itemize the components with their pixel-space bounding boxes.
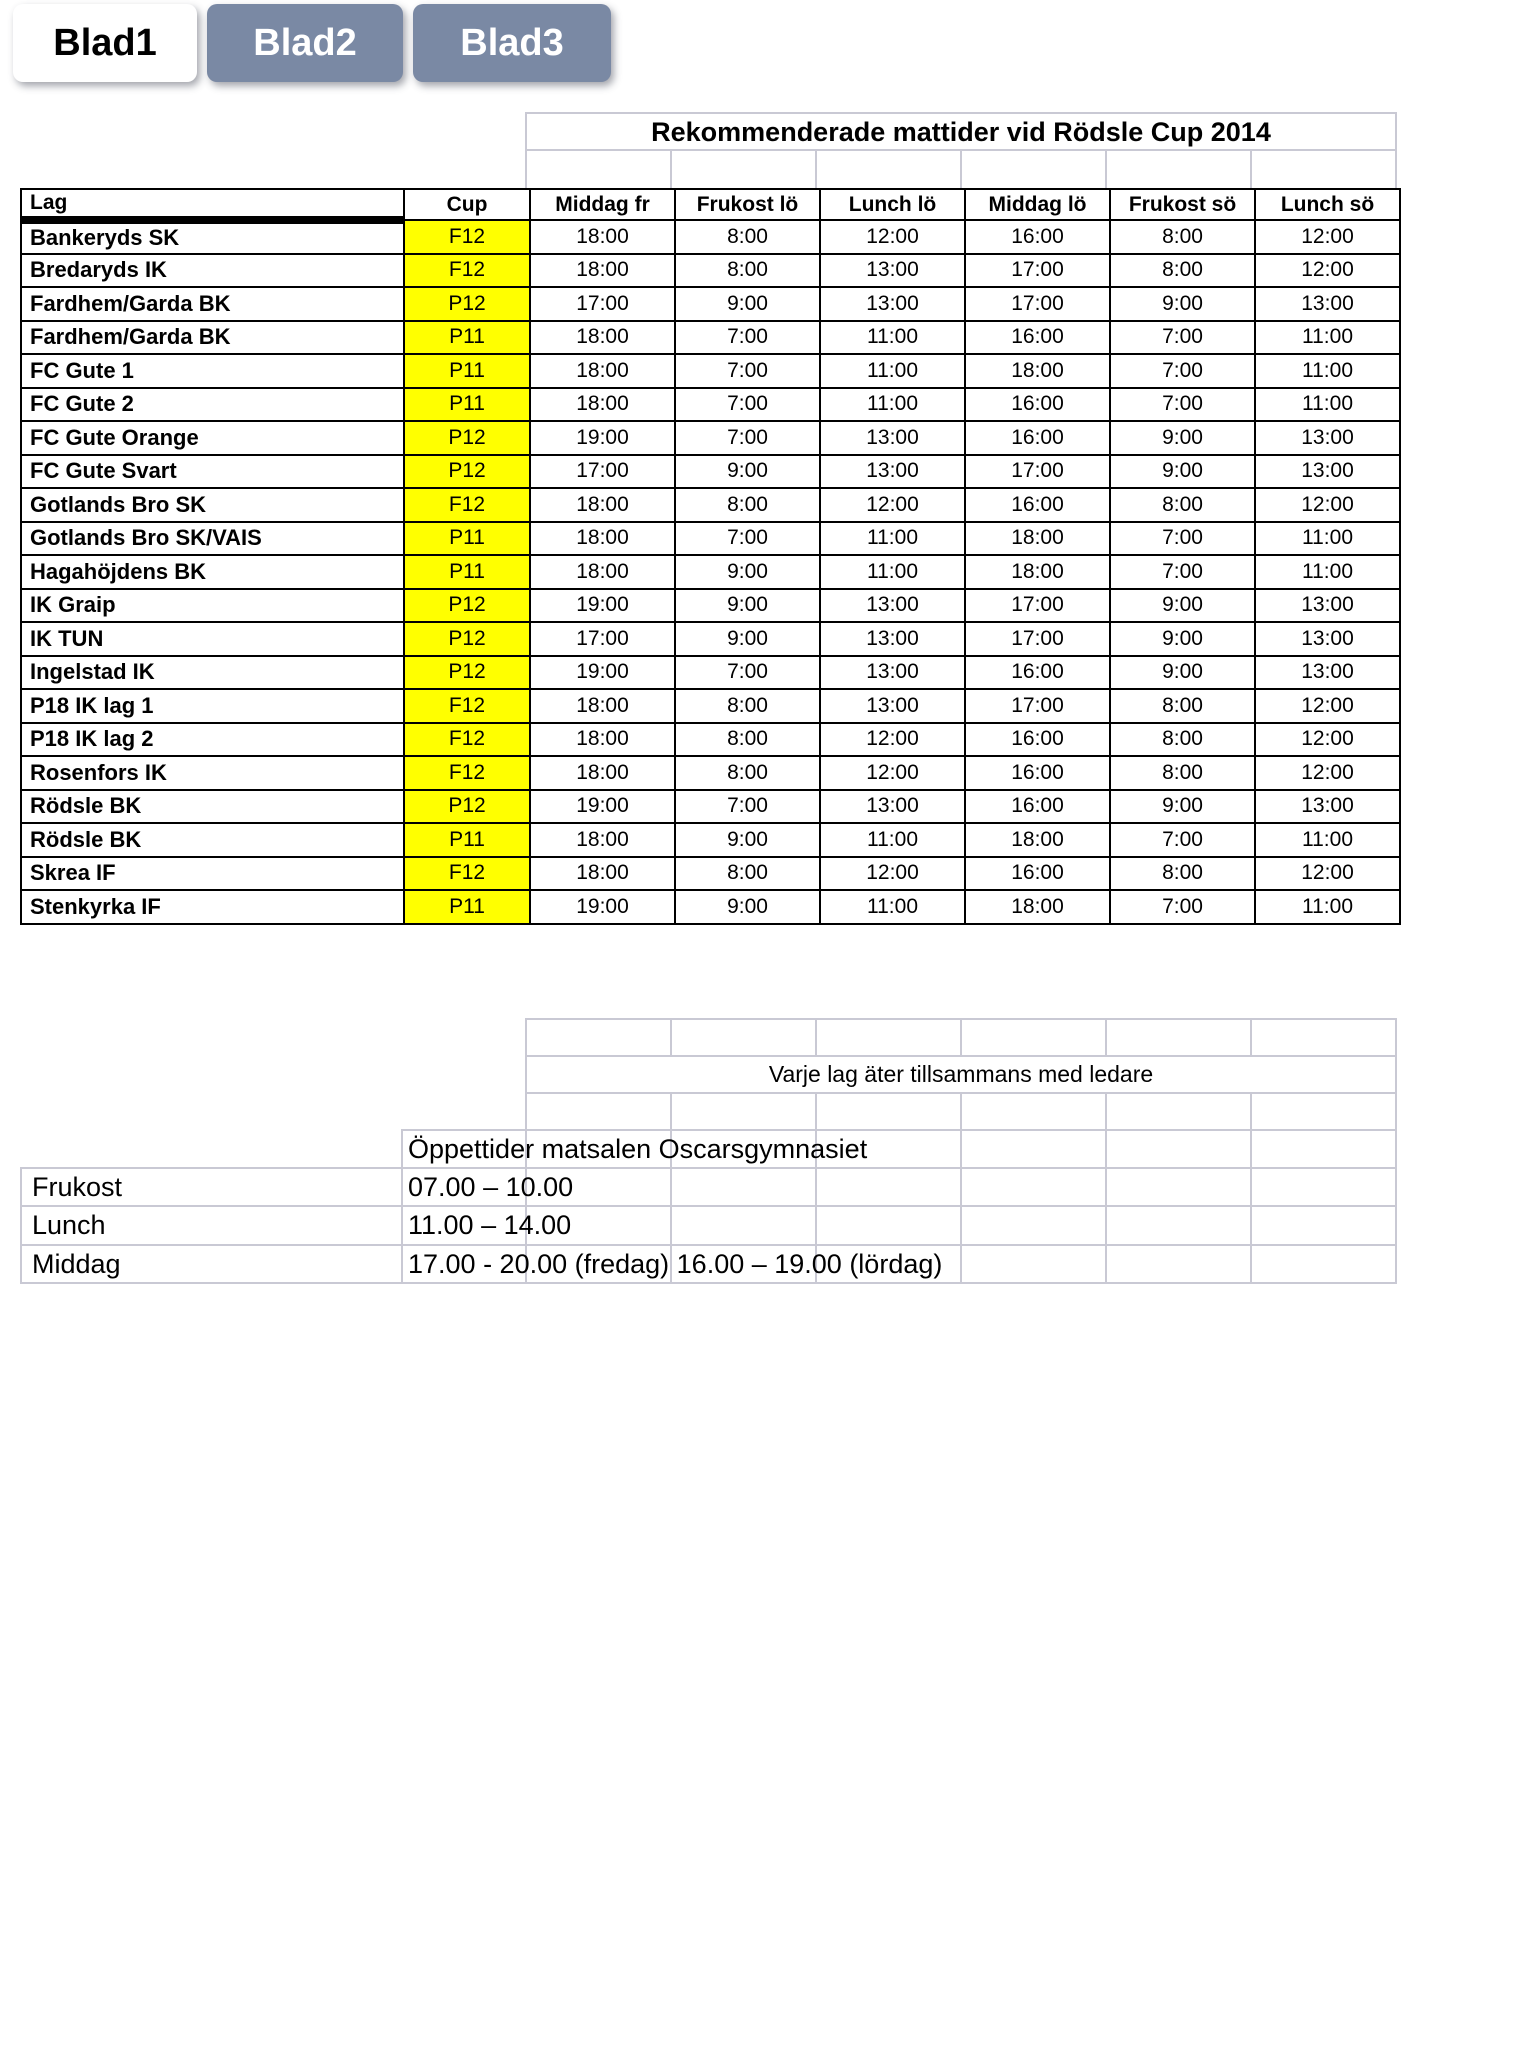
time-cell: 9:00: [675, 622, 820, 656]
time-cell: 11:00: [1255, 321, 1400, 355]
team-cell: P18 IK lag 1: [21, 689, 404, 723]
empty-grid-cell: [960, 1244, 1107, 1284]
note-row: Varje lag äter tillsammans med ledare: [525, 1055, 1397, 1094]
empty-grid-cell: [525, 149, 672, 190]
time-cell: 13:00: [820, 254, 965, 288]
cup-cell: F12: [404, 689, 530, 723]
time-cell: 19:00: [530, 589, 675, 623]
time-cell: 9:00: [1110, 455, 1255, 489]
team-cell: FC Gute Orange: [21, 421, 404, 455]
cup-cell: P12: [404, 656, 530, 690]
time-cell: 18:00: [530, 321, 675, 355]
empty-grid-cell: [960, 149, 1107, 190]
empty-grid-cell: [670, 149, 817, 190]
cup-cell: P12: [404, 455, 530, 489]
team-cell: FC Gute Svart: [21, 455, 404, 489]
cup-cell: P11: [404, 388, 530, 422]
time-cell: 16:00: [965, 421, 1110, 455]
tab-blad2[interactable]: Blad2: [207, 4, 403, 82]
time-cell: 11:00: [1255, 388, 1400, 422]
cup-cell: P11: [404, 321, 530, 355]
time-cell: 17:00: [965, 455, 1110, 489]
time-cell: 16:00: [965, 790, 1110, 824]
time-cell: 11:00: [1255, 823, 1400, 857]
team-cell: IK Graip: [21, 589, 404, 623]
column-header-lag: Lag: [21, 189, 404, 220]
time-cell: 16:00: [965, 857, 1110, 891]
empty-grid-cell: [1250, 1167, 1397, 1207]
empty-grid-cell: [670, 1167, 817, 1207]
time-cell: 13:00: [820, 589, 965, 623]
time-cell: 9:00: [675, 455, 820, 489]
empty-grid-cell: [1105, 1092, 1252, 1131]
empty-grid-cell: [960, 1167, 1107, 1207]
time-cell: 18:00: [530, 555, 675, 589]
time-cell: 11:00: [1255, 555, 1400, 589]
team-cell: Bankeryds SK: [21, 220, 404, 254]
time-cell: 12:00: [820, 220, 965, 254]
empty-grid-cell: [960, 1092, 1107, 1131]
time-cell: 13:00: [820, 455, 965, 489]
cup-cell: P12: [404, 287, 530, 321]
team-cell: Ingelstad IK: [21, 656, 404, 690]
time-cell: 8:00: [675, 689, 820, 723]
time-cell: 11:00: [1255, 522, 1400, 556]
time-cell: 7:00: [1110, 823, 1255, 857]
empty-grid-cell: [670, 1018, 817, 1057]
cup-cell: F12: [404, 488, 530, 522]
time-cell: 13:00: [820, 689, 965, 723]
column-header-cup: Cup: [404, 189, 530, 220]
empty-grid-cell: [525, 1092, 672, 1131]
time-cell: 7:00: [675, 354, 820, 388]
cup-cell: P11: [404, 354, 530, 388]
time-cell: 8:00: [1110, 723, 1255, 757]
time-cell: 16:00: [965, 388, 1110, 422]
column-header-middag-fr: Middag fr: [530, 189, 675, 220]
team-cell: P18 IK lag 2: [21, 723, 404, 757]
time-cell: 17:00: [965, 589, 1110, 623]
time-cell: 13:00: [820, 656, 965, 690]
time-cell: 16:00: [965, 656, 1110, 690]
time-cell: 8:00: [675, 857, 820, 891]
cup-cell: F12: [404, 220, 530, 254]
time-cell: 9:00: [675, 287, 820, 321]
column-header-middag-lo: Middag lö: [965, 189, 1110, 220]
time-cell: 19:00: [530, 790, 675, 824]
time-cell: 18:00: [965, 555, 1110, 589]
table-row: [21, 220, 1400, 254]
empty-grid-cell: [670, 1205, 817, 1246]
cup-cell: F12: [404, 857, 530, 891]
team-cell: Fardhem/Garda BK: [21, 321, 404, 355]
time-cell: 18:00: [530, 756, 675, 790]
table-row: [21, 555, 1400, 589]
table-row: [21, 790, 1400, 824]
cup-cell: P11: [404, 522, 530, 556]
header-row: [21, 189, 1400, 220]
time-cell: 9:00: [675, 890, 820, 924]
time-cell: 9:00: [1110, 622, 1255, 656]
time-cell: 13:00: [820, 421, 965, 455]
time-cell: 8:00: [1110, 689, 1255, 723]
opening-hours-value: 07.00 – 10.00: [408, 1172, 574, 1202]
time-cell: 9:00: [675, 823, 820, 857]
time-cell: 11:00: [820, 823, 965, 857]
empty-grid-cell: [1250, 149, 1397, 190]
time-cell: 7:00: [1110, 388, 1255, 422]
table-row: [21, 354, 1400, 388]
column-header-lunch-so: Lunch sö: [1255, 189, 1400, 220]
table-row: [21, 488, 1400, 522]
time-cell: 9:00: [1110, 790, 1255, 824]
time-cell: 9:00: [1110, 287, 1255, 321]
tab-blad3[interactable]: Blad3: [413, 4, 611, 82]
time-cell: 18:00: [530, 354, 675, 388]
cup-cell: P12: [404, 622, 530, 656]
opening-hours-heading: Öppettider matsalen Oscarsgymnasiet: [408, 1134, 868, 1164]
time-cell: 8:00: [1110, 756, 1255, 790]
time-cell: 13:00: [1255, 589, 1400, 623]
time-cell: 12:00: [1255, 488, 1400, 522]
time-cell: 8:00: [675, 220, 820, 254]
empty-grid-cell: [815, 1205, 962, 1246]
cup-cell: P11: [404, 555, 530, 589]
time-cell: 11:00: [820, 555, 965, 589]
team-cell: FC Gute 1: [21, 354, 404, 388]
team-cell: Skrea IF: [21, 857, 404, 891]
time-cell: 17:00: [965, 622, 1110, 656]
table-row: [21, 823, 1400, 857]
time-cell: 17:00: [530, 287, 675, 321]
time-cell: 9:00: [675, 589, 820, 623]
time-cell: 8:00: [1110, 220, 1255, 254]
table-row: [21, 421, 1400, 455]
time-cell: 19:00: [530, 890, 675, 924]
time-cell: 7:00: [675, 656, 820, 690]
cup-cell: F12: [404, 254, 530, 288]
empty-grid-cell: [960, 1205, 1107, 1246]
empty-grid-cell: [525, 1018, 672, 1057]
time-cell: 7:00: [1110, 555, 1255, 589]
time-cell: 13:00: [1255, 455, 1400, 489]
time-cell: 8:00: [675, 254, 820, 288]
time-cell: 18:00: [530, 254, 675, 288]
time-cell: 16:00: [965, 488, 1110, 522]
time-cell: 18:00: [965, 522, 1110, 556]
time-cell: 18:00: [965, 890, 1110, 924]
time-cell: 18:00: [530, 220, 675, 254]
empty-grid-cell: [1250, 1129, 1397, 1169]
tab-blad1[interactable]: Blad1: [13, 4, 197, 82]
time-cell: 11:00: [1255, 354, 1400, 388]
time-cell: 8:00: [675, 756, 820, 790]
empty-grid-cell: [815, 149, 962, 190]
empty-grid-cell: [1105, 1244, 1252, 1284]
time-cell: 7:00: [1110, 522, 1255, 556]
time-cell: 12:00: [1255, 857, 1400, 891]
time-cell: 11:00: [820, 522, 965, 556]
time-cell: 11:00: [820, 388, 965, 422]
table-row: [21, 254, 1400, 288]
cup-cell: F12: [404, 756, 530, 790]
time-cell: 13:00: [1255, 421, 1400, 455]
team-cell: FC Gute 2: [21, 388, 404, 422]
empty-grid-cell: [815, 1167, 962, 1207]
time-cell: 7:00: [1110, 890, 1255, 924]
empty-grid-cell: [1105, 1167, 1252, 1207]
column-header-lunch-lo: Lunch lö: [820, 189, 965, 220]
time-cell: 7:00: [675, 790, 820, 824]
time-cell: 17:00: [965, 689, 1110, 723]
time-cell: 8:00: [675, 723, 820, 757]
time-cell: 16:00: [965, 723, 1110, 757]
time-cell: 13:00: [820, 622, 965, 656]
table-row: [21, 388, 1400, 422]
column-header-frukost-lo: Frukost lö: [675, 189, 820, 220]
team-cell: Rödsle BK: [21, 823, 404, 857]
time-cell: 18:00: [530, 723, 675, 757]
time-cell: 12:00: [820, 756, 965, 790]
time-cell: 8:00: [1110, 254, 1255, 288]
cup-cell: F12: [404, 723, 530, 757]
time-cell: 9:00: [1110, 656, 1255, 690]
time-cell: 17:00: [530, 622, 675, 656]
time-cell: 9:00: [1110, 589, 1255, 623]
time-cell: 7:00: [1110, 354, 1255, 388]
time-cell: 17:00: [965, 254, 1110, 288]
cup-cell: P12: [404, 421, 530, 455]
table-row: [21, 656, 1400, 690]
team-cell: IK TUN: [21, 622, 404, 656]
time-cell: 13:00: [1255, 622, 1400, 656]
team-cell: Gotlands Bro SK/VAIS: [21, 522, 404, 556]
time-cell: 12:00: [820, 488, 965, 522]
opening-hours-value: 17.00 - 20.00 (fredag) 16.00 – 19.00 (lördag): [408, 1249, 943, 1279]
time-cell: 17:00: [965, 287, 1110, 321]
table-row: [21, 756, 1400, 790]
time-cell: 18:00: [530, 388, 675, 422]
time-cell: 7:00: [675, 321, 820, 355]
team-cell: Fardhem/Garda BK: [21, 287, 404, 321]
time-cell: 18:00: [530, 857, 675, 891]
column-header-frukost-so: Frukost sö: [1110, 189, 1255, 220]
time-cell: 9:00: [1110, 421, 1255, 455]
time-cell: 7:00: [675, 421, 820, 455]
team-cell: Gotlands Bro SK: [21, 488, 404, 522]
meal-times-table: [20, 188, 1401, 925]
empty-grid-cell: [960, 1129, 1107, 1169]
time-cell: 16:00: [965, 321, 1110, 355]
empty-grid-cell: [1250, 1244, 1397, 1284]
team-cell: Rödsle BK: [21, 790, 404, 824]
time-cell: 13:00: [1255, 287, 1400, 321]
table-title: Rekommenderade mattider vid Rödsle Cup 2014: [525, 112, 1397, 153]
table-row: [21, 689, 1400, 723]
time-cell: 13:00: [1255, 790, 1400, 824]
time-cell: 11:00: [1255, 890, 1400, 924]
time-cell: 11:00: [820, 321, 965, 355]
opening-hours-value: 11.00 – 14.00: [408, 1210, 572, 1240]
table-row: [21, 589, 1400, 623]
time-cell: 7:00: [1110, 321, 1255, 355]
time-cell: 16:00: [965, 756, 1110, 790]
time-cell: 12:00: [820, 857, 965, 891]
time-cell: 9:00: [675, 555, 820, 589]
table-row: [21, 723, 1400, 757]
time-cell: 18:00: [530, 823, 675, 857]
time-cell: 13:00: [1255, 656, 1400, 690]
time-cell: 13:00: [820, 287, 965, 321]
empty-grid-cell: [815, 1018, 962, 1057]
empty-grid-cell: [1250, 1018, 1397, 1057]
time-cell: 8:00: [675, 488, 820, 522]
time-cell: 11:00: [820, 354, 965, 388]
team-cell: Rosenfors IK: [21, 756, 404, 790]
opening-hours-label: Frukost: [32, 1172, 123, 1202]
time-cell: 16:00: [965, 220, 1110, 254]
table-row: [21, 622, 1400, 656]
time-cell: 12:00: [1255, 689, 1400, 723]
empty-grid-cell: [815, 1092, 962, 1131]
time-cell: 18:00: [530, 522, 675, 556]
table-row: [21, 321, 1400, 355]
time-cell: 19:00: [530, 421, 675, 455]
opening-hours-label: Middag: [32, 1249, 121, 1279]
time-cell: 18:00: [965, 823, 1110, 857]
time-cell: 12:00: [820, 723, 965, 757]
empty-grid-cell: [1105, 1018, 1252, 1057]
empty-grid-cell: [960, 1018, 1107, 1057]
time-cell: 18:00: [530, 488, 675, 522]
time-cell: 8:00: [1110, 488, 1255, 522]
time-cell: 12:00: [1255, 220, 1400, 254]
time-cell: 12:00: [1255, 756, 1400, 790]
empty-grid-cell: [1105, 1205, 1252, 1246]
time-cell: 19:00: [530, 656, 675, 690]
time-cell: 8:00: [1110, 857, 1255, 891]
time-cell: 11:00: [820, 890, 965, 924]
team-cell: Bredaryds IK: [21, 254, 404, 288]
cup-cell: P12: [404, 790, 530, 824]
time-cell: 12:00: [1255, 254, 1400, 288]
table-row: [21, 522, 1400, 556]
time-cell: 7:00: [675, 388, 820, 422]
time-cell: 13:00: [820, 790, 965, 824]
cup-cell: P11: [404, 823, 530, 857]
table-row: [21, 455, 1400, 489]
empty-grid-cell: [1105, 1129, 1252, 1169]
time-cell: 18:00: [530, 689, 675, 723]
table-row: [21, 890, 1400, 924]
time-cell: 18:00: [965, 354, 1110, 388]
opening-hours-label: Lunch: [32, 1210, 106, 1240]
time-cell: 7:00: [675, 522, 820, 556]
cup-cell: P11: [404, 890, 530, 924]
empty-grid-cell: [1250, 1092, 1397, 1131]
team-cell: Stenkyrka IF: [21, 890, 404, 924]
empty-grid-cell: [1105, 149, 1252, 190]
table-row: [21, 287, 1400, 321]
table-row: [21, 857, 1400, 891]
empty-grid-cell: [1250, 1205, 1397, 1246]
team-cell: Hagahöjdens BK: [21, 555, 404, 589]
cup-cell: P12: [404, 589, 530, 623]
table-body: [21, 220, 1400, 924]
time-cell: 17:00: [530, 455, 675, 489]
empty-grid-cell: [670, 1092, 817, 1131]
time-cell: 12:00: [1255, 723, 1400, 757]
